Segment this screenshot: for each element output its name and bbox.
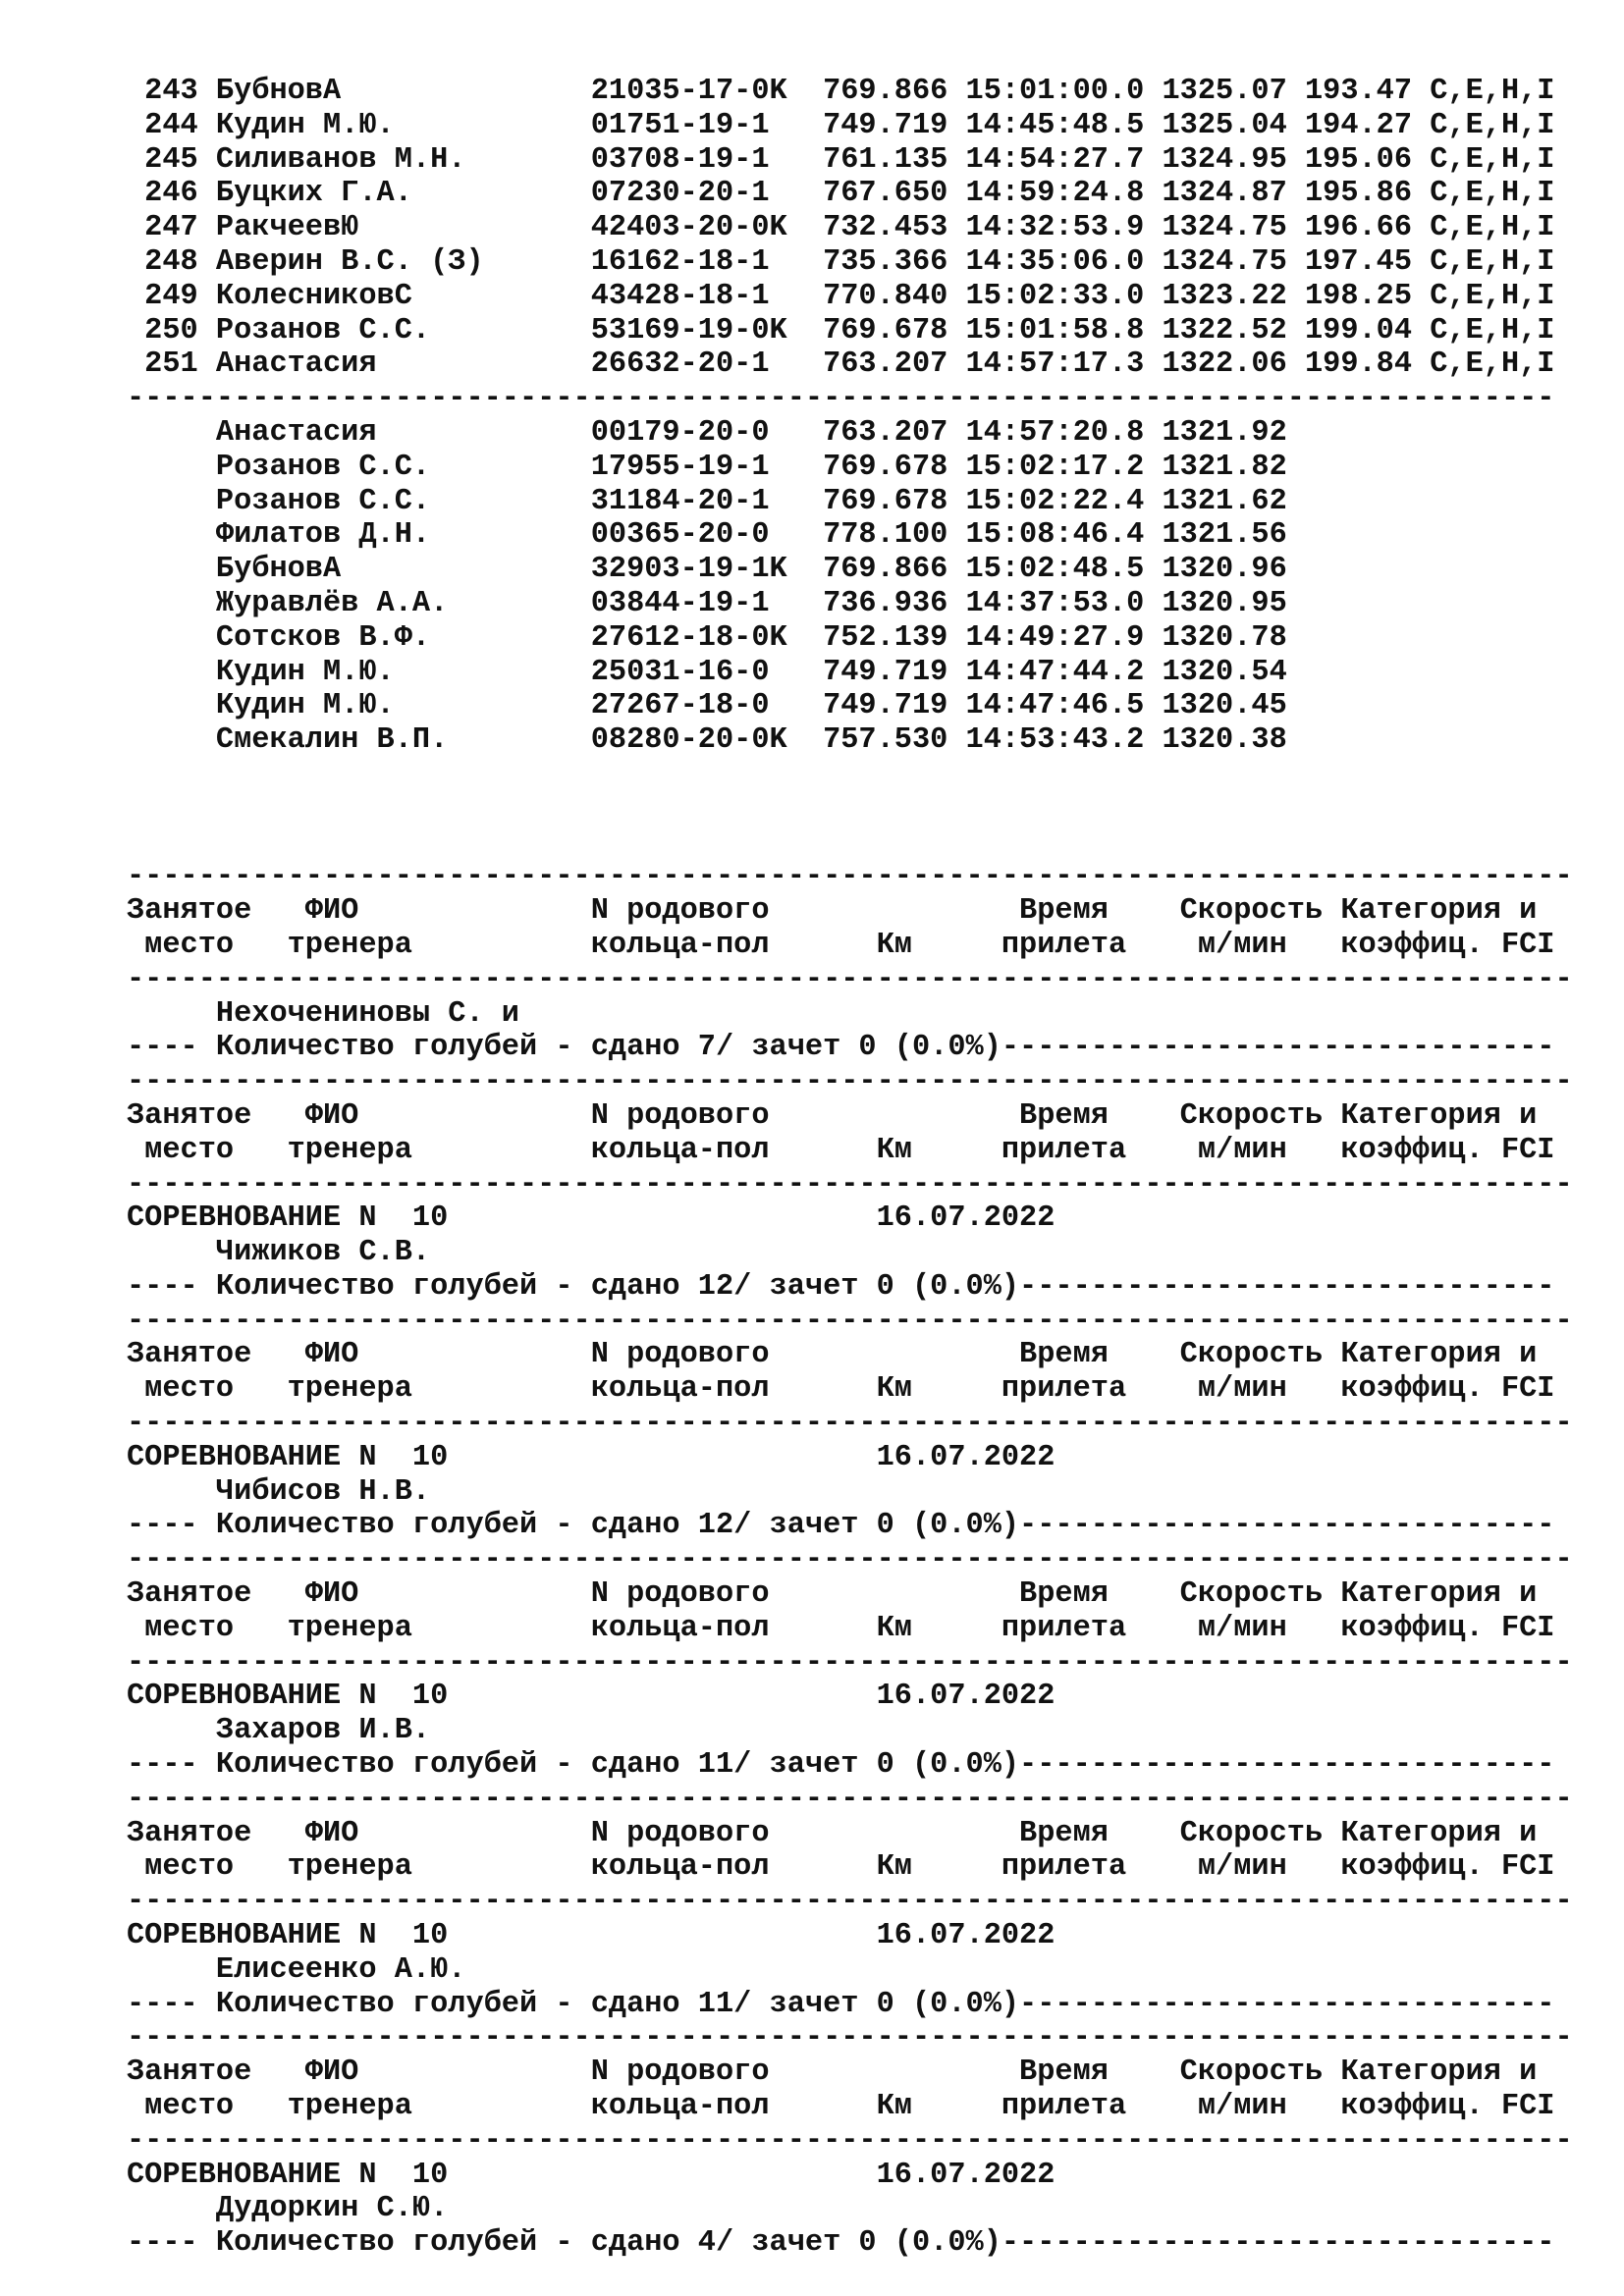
bird-count-summary: ---- Количество голубей - сдано 4/ зачет 0 (0.0%)------------------------------- (127, 2226, 1555, 2261)
bird-count-summary: ---- Количество голубей - сдано 7/ зачет 0 (0.0%)------------------------------- (127, 1031, 1555, 1065)
separator-line: --------------------------------------------------------------------------------- (127, 1645, 1573, 1680)
extra-bird-row: Кудин М.Ю. 27267-18-0 749.719 14:47:46.5 1320.45 (127, 689, 1287, 723)
separator-line: --------------------------------------------------------------------------------- (127, 1885, 1573, 1919)
table-header-line-1: Занятое ФИО N родового Время Скорость Категория и (127, 2056, 1538, 2090)
separator-line: --------------------------------------------------------------------------------- (127, 962, 1573, 996)
separator-line: --------------------------------------------------------------------------------- (127, 1167, 1573, 1201)
competition-title: СОРЕВНОВАНИЕ N 10 16.07.2022 (127, 2158, 1056, 2192)
blank-line (127, 827, 1599, 861)
bird-count-summary: ---- Количество голубей - сдано 11/ зачет 0 (0.0%)------------------------------ (127, 1748, 1555, 1783)
table-header-line-1: Занятое ФИО N родового Время Скорость Категория и (127, 1577, 1538, 1612)
trainer-name: Чибисов Н.В. (127, 1474, 431, 1509)
separator-line: --------------------------------------------------------------------------------- (127, 2123, 1573, 2158)
separator-line: --------------------------------------------------------------------------------- (127, 860, 1573, 894)
competition-title: СОРЕВНОВАНИЕ N 10 16.07.2022 (127, 1680, 1056, 1714)
ranking-row: 246 Буцких Г.А. 07230-20-1 767.650 14:59:24.8 1324.87 195.86 C,E,H,I (127, 177, 1555, 211)
blank-line (127, 758, 1599, 792)
extra-bird-row: Розанов С.С. 31184-20-1 769.678 15:02:22.4 1321.62 (127, 484, 1287, 518)
ranking-row: 247 РакчеевЮ 42403-20-0K 732.453 14:32:53.9 1324.75 196.66 C,E,H,I (127, 211, 1555, 245)
table-header-line-1: Занятое ФИО N родового Время Скорость Категория и (127, 1098, 1538, 1133)
table-header-line-1: Занятое ФИО N родового Время Скорость Категория и (127, 894, 1538, 929)
table-header-line-2: место тренера кольца-пол Км прилета м/мин коэффиц. FCI (127, 1611, 1555, 1645)
ranking-row: 243 БубновА 21035-17-0K 769.866 15:01:00.0 1325.07 193.47 C,E,H,I (127, 75, 1555, 108)
extra-bird-row: Анастасия 00179-20-0 763.207 14:57:20.8 1321.92 (127, 415, 1287, 450)
extra-bird-row: Розанов С.С. 17955-19-1 769.678 15:02:17.2 1321.82 (127, 450, 1287, 484)
ranking-row: 250 Розанов С.С. 53169-19-0K 769.678 15:01:58.8 1322.52 199.04 C,E,H,I (127, 313, 1555, 347)
trainer-name: Захаров И.В. (127, 1714, 431, 1748)
ranking-row: 249 КолесниковС 43428-18-1 770.840 15:02:33.0 1323.22 198.25 C,E,H,I (127, 279, 1555, 313)
table-header-line-2: место тренера кольца-пол Км прилета м/мин коэффиц. FCI (127, 1133, 1555, 1167)
extra-bird-row: Сотсков В.Ф. 27612-18-0K 752.139 14:49:27.9 1320.78 (127, 620, 1287, 655)
table-header-line-1: Занятое ФИО N родового Время Скорость Категория и (127, 1338, 1538, 1372)
extra-bird-row: Смекалин В.П. 08280-20-0K 757.530 14:53:43.2 1320.38 (127, 723, 1287, 758)
trainer-name: Нехоченинoвы С. и (127, 996, 519, 1031)
table-header-line-2: место тренера кольца-пол Км прилета м/мин коэффиц. FCI (127, 928, 1555, 962)
extra-bird-row: БубновА 32903-19-1K 769.866 15:02:48.5 1320.96 (127, 553, 1287, 587)
competition-title: СОРЕВНОВАНИЕ N 10 16.07.2022 (127, 1919, 1056, 1953)
separator-line: --------------------------------------------------------------------------------- (127, 1407, 1573, 1441)
extra-bird-row: Журавлёв А.А. 03844-19-1 736.936 14:37:53.0 1320.95 (127, 586, 1287, 620)
table-header-line-2: место тренера кольца-пол Км прилета м/мин коэффиц. FCI (127, 1850, 1555, 1885)
bird-count-summary: ---- Количество голубей - сдано 12/ зачет 0 (0.0%)------------------------------ (127, 1269, 1555, 1304)
trainer-name: Елисеенко А.Ю. (127, 1952, 466, 1987)
extra-bird-row: Кудин М.Ю. 25031-16-0 749.719 14:47:44.2 1320.54 (127, 655, 1287, 689)
competition-title: СОРЕВНОВАНИЕ N 10 16.07.2022 (127, 1440, 1056, 1474)
printout-page (127, 75, 1599, 2261)
extra-bird-row: Филатов Д.Н. 00365-20-0 778.100 15:08:46.4 1321.56 (127, 518, 1287, 553)
separator-line: --------------------------------------------------------------------------------- (127, 2021, 1573, 2056)
separator-line: -------------------------------------------------------------------------------- (127, 382, 1555, 416)
bird-count-summary: ---- Количество голубей - сдано 12/ зачет 0 (0.0%)------------------------------ (127, 1509, 1555, 1543)
table-header-line-2: место тренера кольца-пол Км прилета м/мин коэффиц. FCI (127, 1372, 1555, 1407)
ranking-row: 244 Кудин М.Ю. 01751-19-1 749.719 14:45:48.5 1325.04 194.27 C,E,H,I (127, 108, 1555, 142)
separator-line: --------------------------------------------------------------------------------- (127, 1543, 1573, 1577)
table-header-line-2: место тренера кольца-пол Км прилета м/мин коэффиц. FCI (127, 2090, 1555, 2124)
ranking-row: 245 Силиванов М.Н. 03708-19-1 761.135 14:54:27.7 1324.95 195.06 C,E,H,I (127, 142, 1555, 177)
table-header-line-1: Занятое ФИО N родового Время Скорость Категория и (127, 1816, 1538, 1850)
ranking-row: 251 Анастасия 26632-20-1 763.207 14:57:17.3 1322.06 199.84 C,E,H,I (127, 347, 1555, 382)
ranking-row: 248 Аверин В.С. (З) 16162-18-1 735.366 14:35:06.0 1324.75 197.45 C,E,H,I (127, 244, 1555, 279)
blank-line (127, 792, 1599, 827)
bird-count-summary: ---- Количество голубей - сдано 11/ зачет 0 (0.0%)------------------------------ (127, 1987, 1555, 2021)
separator-line: --------------------------------------------------------------------------------- (127, 1065, 1573, 1099)
separator-line: --------------------------------------------------------------------------------- (127, 1782, 1573, 1816)
separator-line: --------------------------------------------------------------------------------- (127, 1304, 1573, 1338)
trainer-name: Дудоркин С.Ю. (127, 2192, 449, 2226)
trainer-name: Чижиков С.В. (127, 1236, 431, 1270)
competition-title: СОРЕВНОВАНИЕ N 10 16.07.2022 (127, 1201, 1056, 1236)
